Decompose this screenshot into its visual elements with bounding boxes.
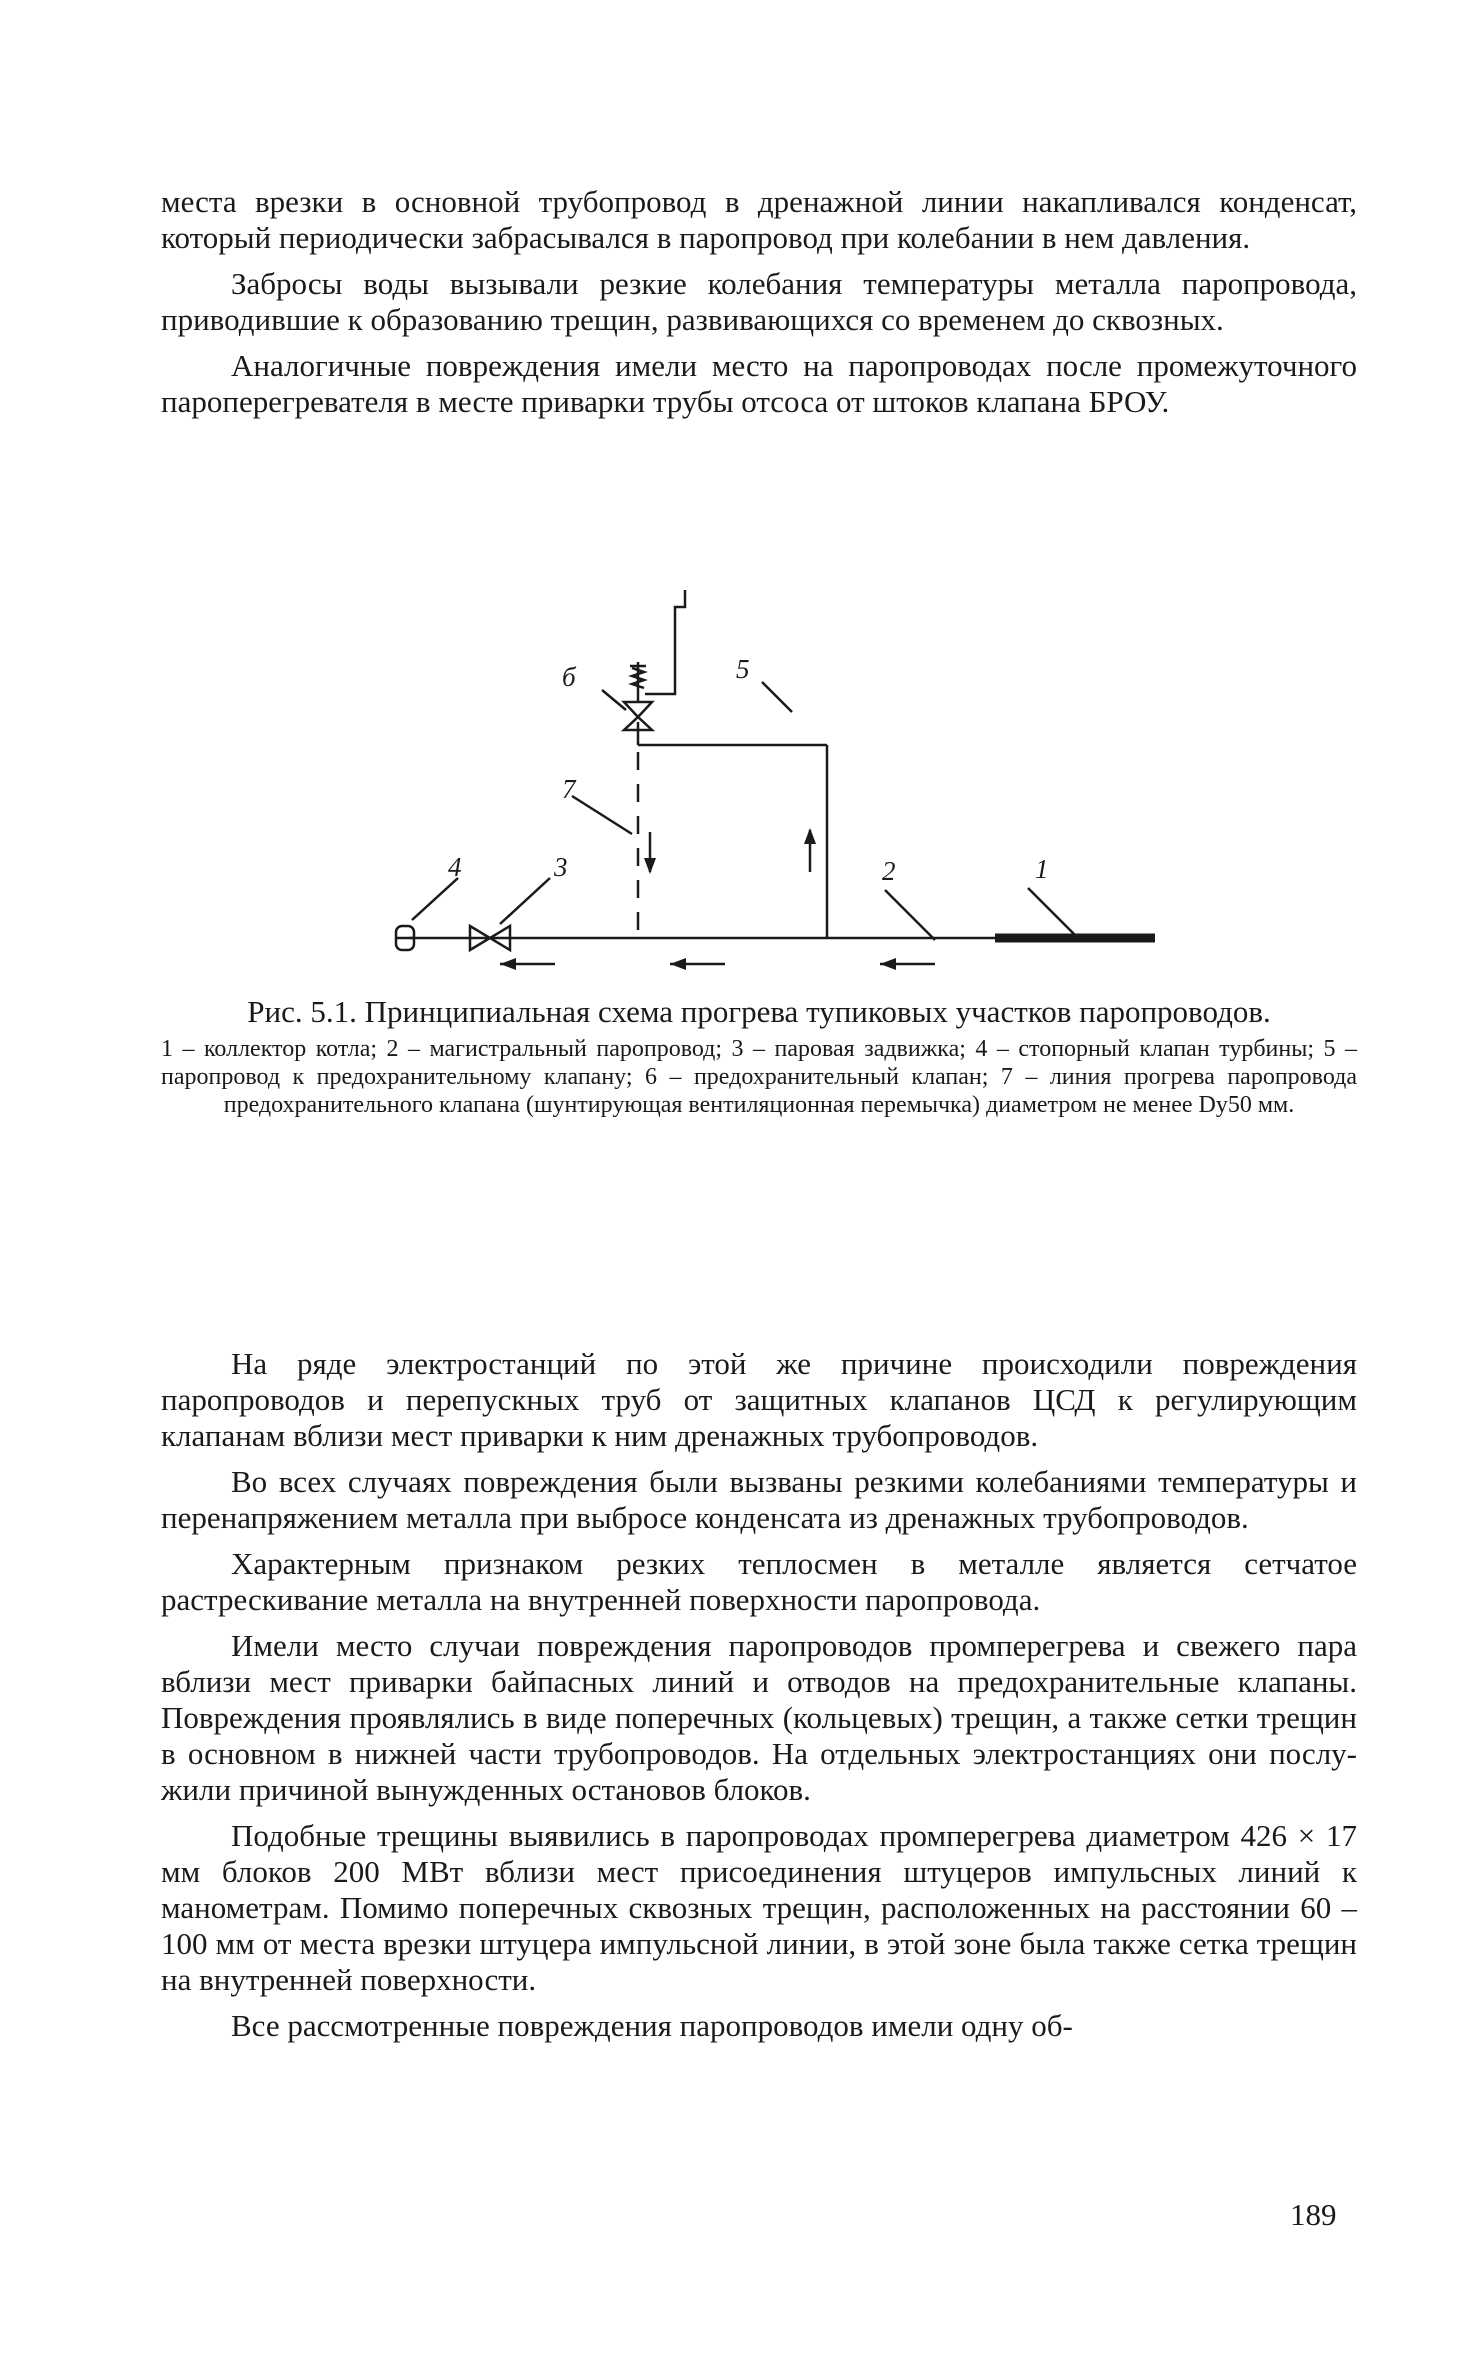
- label-7: 7: [562, 774, 576, 804]
- leader-7: [572, 796, 632, 834]
- label-5: 5: [736, 654, 750, 684]
- paragraph: Все рассмотренные повреждения паропроводов имели одну об-: [231, 2008, 1073, 2043]
- arrowhead: [804, 828, 816, 844]
- paragraph: На ряде электростанций по этой же причине происходили повреждения паропроводов и перепускных труб от защитных клапанов ЦСД к регулирующим клапанам вблизи мест приварки к ним дренажных трубопроводов.: [161, 1346, 1357, 1453]
- page-number: 189: [1290, 2197, 1337, 2232]
- valve-spring: [632, 668, 644, 688]
- arrowhead: [880, 958, 896, 970]
- paragraph: Подобные трещины выявились в паропроводах промперегрева диаметром 426 × 17 мм блоков 200 МВт вблизи мест присоединения штуцеров импульсных линий к манометрам. Помимо поперечных сквозных трещин, расположенных на расстоянии 60 – 100 мм от места врезки штуцера импульсной линии, в этой зоне была также сетка трещин на внутренней поверхности.: [161, 1818, 1357, 1997]
- paragraph: Аналогичные повреждения имели место на паропроводах после промежуточного пароперегревателя в месте приварки трубы отсоса от штоков клапана БРОУ.: [161, 348, 1357, 419]
- paragraph: Во всех случаях повреждения были вызваны резкими колебаниями температуры и перенапряжением металла при выбросе конденсата из дренажных трубопроводов.: [161, 1464, 1357, 1535]
- arrowhead: [500, 958, 516, 970]
- figure-steam-line-scheme: [340, 572, 1180, 992]
- label-6: б: [562, 662, 576, 692]
- paragraph: Имели место случаи повреждения паропроводов промперегрева и свежего пара вблизи мест приварки байпасных линий и отводов на предохранительные клапаны. Повреждения проявлялись в виде поперечных (кольцевых) трещин, а также сетки трещин в основном в нижней части трубопроводов. На отдельных электростанциях они послужили причиной вынужденных остановов блоков.: [161, 1628, 1357, 1807]
- leader-6: [602, 690, 626, 710]
- exhaust-pipe: [645, 590, 685, 694]
- top-text-block: [161, 184, 1357, 430]
- paragraph: Забросы воды вызывали резкие колебания температуры металла паропровода, приводившие к образованию трещин, развивающихся со временем до сквозных.: [161, 266, 1357, 337]
- arrowhead: [670, 958, 686, 970]
- label-2: 2: [882, 856, 896, 886]
- leader-5: [762, 682, 792, 712]
- paragraph: Характерным признаком резких теплосмен в металле является сетчатое растрескивание металла на внутренней поверхности паропровода.: [161, 1546, 1357, 1617]
- figure-caption: [161, 995, 1357, 1119]
- safety-valve-upper: [624, 702, 652, 717]
- arrowhead: [644, 858, 656, 874]
- label-1: 1: [1035, 854, 1049, 884]
- leader-3: [500, 878, 550, 924]
- label-4: 4: [448, 852, 462, 882]
- label-3: 3: [554, 852, 568, 882]
- leader-2: [885, 890, 935, 940]
- scheme-diagram: [340, 572, 1180, 992]
- caption-title: Рис. 5.1. Принципиальная схема прогрева тупиковых участков паропроводов.: [247, 994, 1271, 1029]
- bottom-text-block: [161, 1346, 1357, 2054]
- caption-legend: 1 – коллектор котла; 2 – магистральный паропровод; 3 – паровая задвижка; 4 – стопорный клапан турбины; 5 – паропровод к предохранительному клапану; 6 – предохранительный клапан; 7 – линия прогрева паропровода предохранительного клапана (шунтирующая вентиляционная перемычка) диаметром не менее Dу50 мм.: [161, 1036, 1357, 1118]
- leader-4: [412, 878, 458, 920]
- paragraph: места врезки в основной трубопровод в дренажной линии накапливался конденсат, который периодически забрасывался в паропровод при колебании в нем давления.: [161, 184, 1357, 255]
- leader-1: [1028, 888, 1078, 938]
